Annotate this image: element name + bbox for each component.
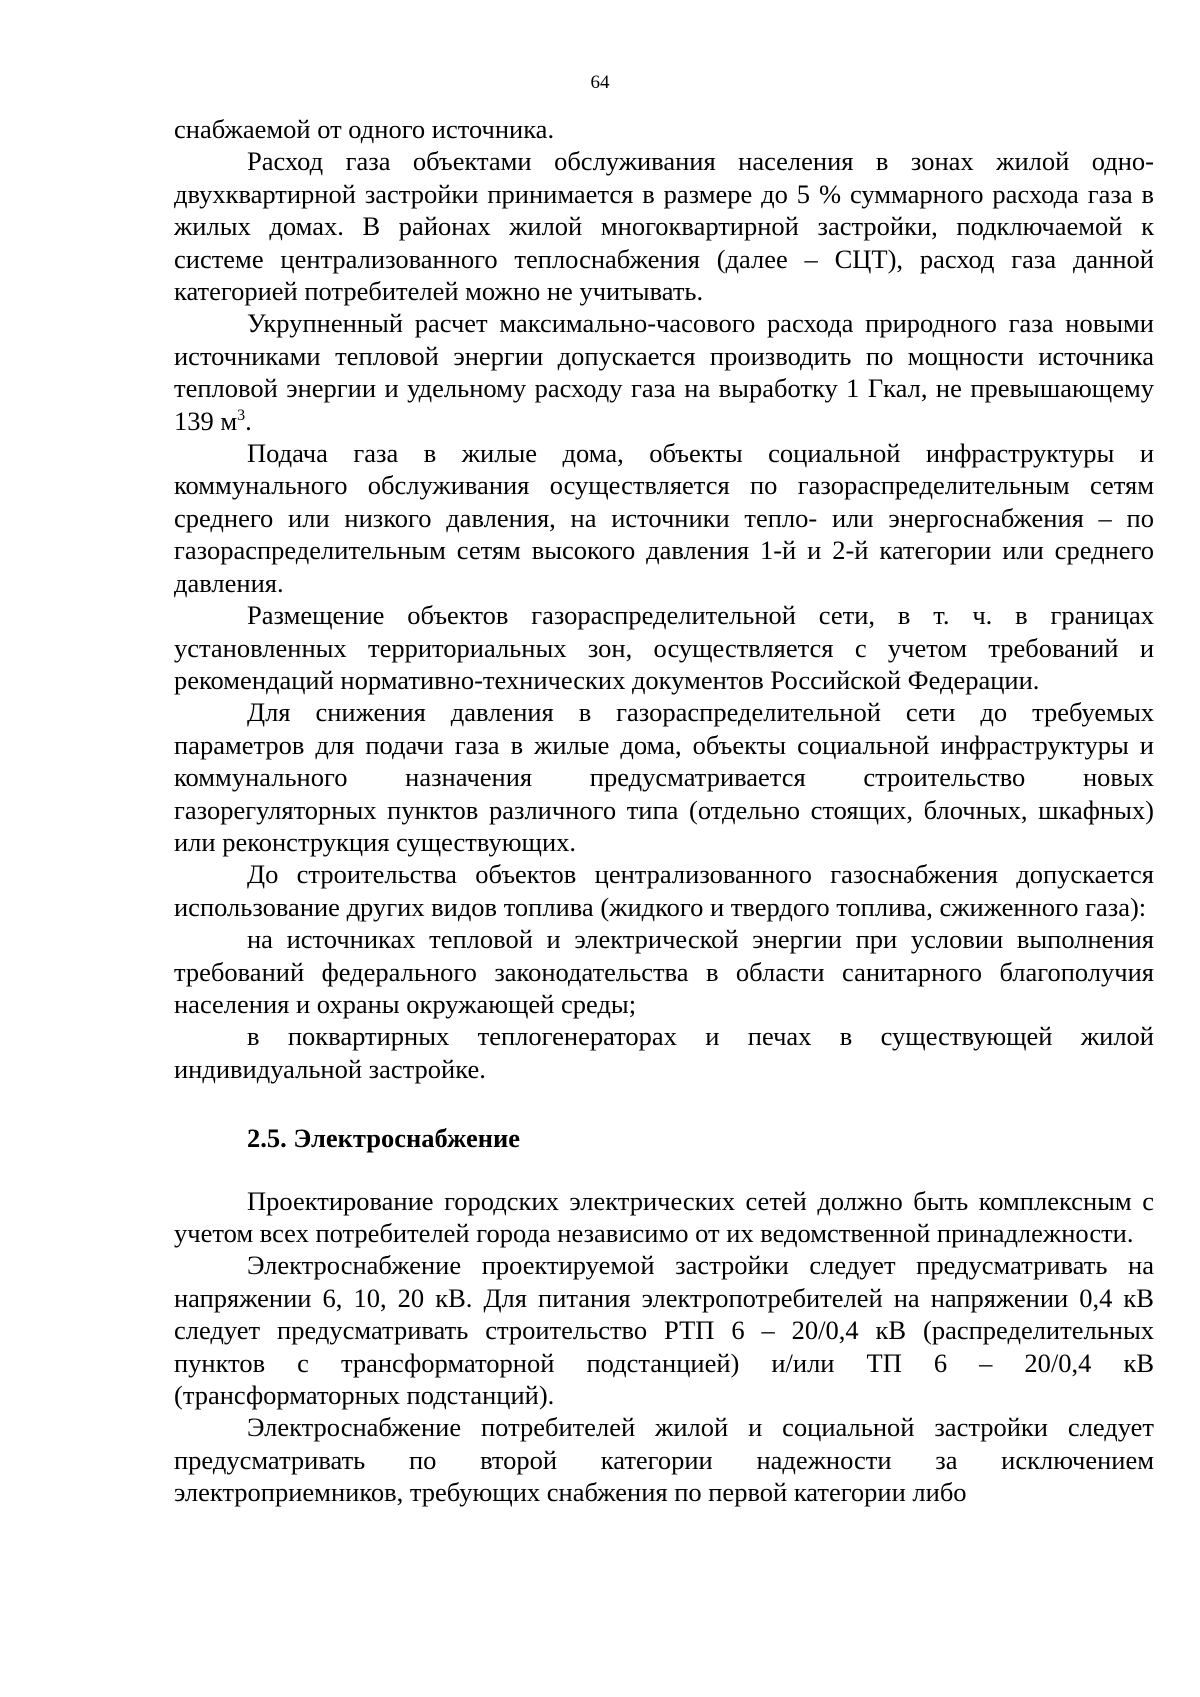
paragraph: Проектирование городских электрических сетей должно быть комплексным с учетом всех потребителей города независимо от их ведомственной принадлежности.	[174, 1185, 1154, 1248]
paragraph: Расход газа объектами обслуживания населения в зонах жилой одно-двухквартирной застройки принимается в размере до 5 % суммарного расхода газа в жилых домах. В районах жилой многоквартирной застройки, подключаемой к системе централизованного теплоснабжения (далее – СЦТ), расход газа данной категорией потребителей можно не учитывать.	[174, 146, 1154, 307]
paragraph: Для снижения давления в газораспределительной сети до требуемых параметров для подачи газа в жилые дома, объекты социальной инфраструктуры и коммунального назначения предусматривается строительство новых газорегуляторных пунктов различного типа (отдельно стоящих, блочных, шкафных) или реконструкция существующих.	[174, 697, 1154, 857]
page-body	[174, 113, 1154, 1509]
paragraph: Электроснабжение проектируемой застройки следует предусматривать на напряжении 6, 10, 20 кВ. Для питания электропотребителей на напряжении 0,4 кВ следует предусматривать строительство РТП 6 – 20/0,4 кВ (распределительных пунктов с трансформаторной подстанцией) и/или ТП 6 – 20/0,4 кВ (трансформаторных подстанций).	[174, 1250, 1154, 1411]
paragraph	[174, 307, 1154, 437]
paragraph: снабжаемой от одного источника.	[174, 114, 555, 144]
paragraph: Электроснабжение потребителей жилой и социальной застройки следует предусматривать по второй категории надежности за исключением электроприемников, требующих снабжения по первой категории либо	[174, 1412, 1154, 1508]
paragraph-text: .	[245, 405, 252, 436]
paragraph: Подача газа в жилые дома, объекты социальной инфраструктуры и коммунального обслуживания осуществляется по газораспределительным сетям среднего или низкого давления, на источники тепло- или энергоснабжения – по газораспределительным сетям высокого давления 1-й и 2-й категории или среднего давления.	[174, 438, 1154, 598]
paragraph-text: Укрупненный расчет максимально-часового расхода природного газа новыми источниками тепловой энергии допускается производить по мощности источника тепловой энергии и удельному расходу газа на выработку 1 Гкал, не превышающему 139 м	[174, 308, 1154, 436]
page-number: 64	[590, 72, 610, 93]
superscript: 3	[237, 406, 246, 424]
section-heading: 2.5. Электроснабжение	[247, 1123, 521, 1154]
paragraph: в поквартирных теплогенераторах и печах в существующей жилой индивидуальной застройке.	[174, 1021, 1154, 1084]
paragraph: на источниках тепловой и электрической энергии при условии выполнения требований федерального законодательства в области санитарного благополучия населения и охраны окружающей среды;	[174, 924, 1154, 1019]
paragraph: Размещение объектов газораспределительной сети, в т. ч. в границах установленных территориальных зон, осуществляется с учетом требований и рекомендаций нормативно-технических документов Российской Федерации.	[174, 600, 1154, 695]
paragraph: До строительства объектов централизованного газоснабжения допускается использование других видов топлива (жидкого и твердого топлива, сжиженного газа):	[174, 859, 1154, 922]
